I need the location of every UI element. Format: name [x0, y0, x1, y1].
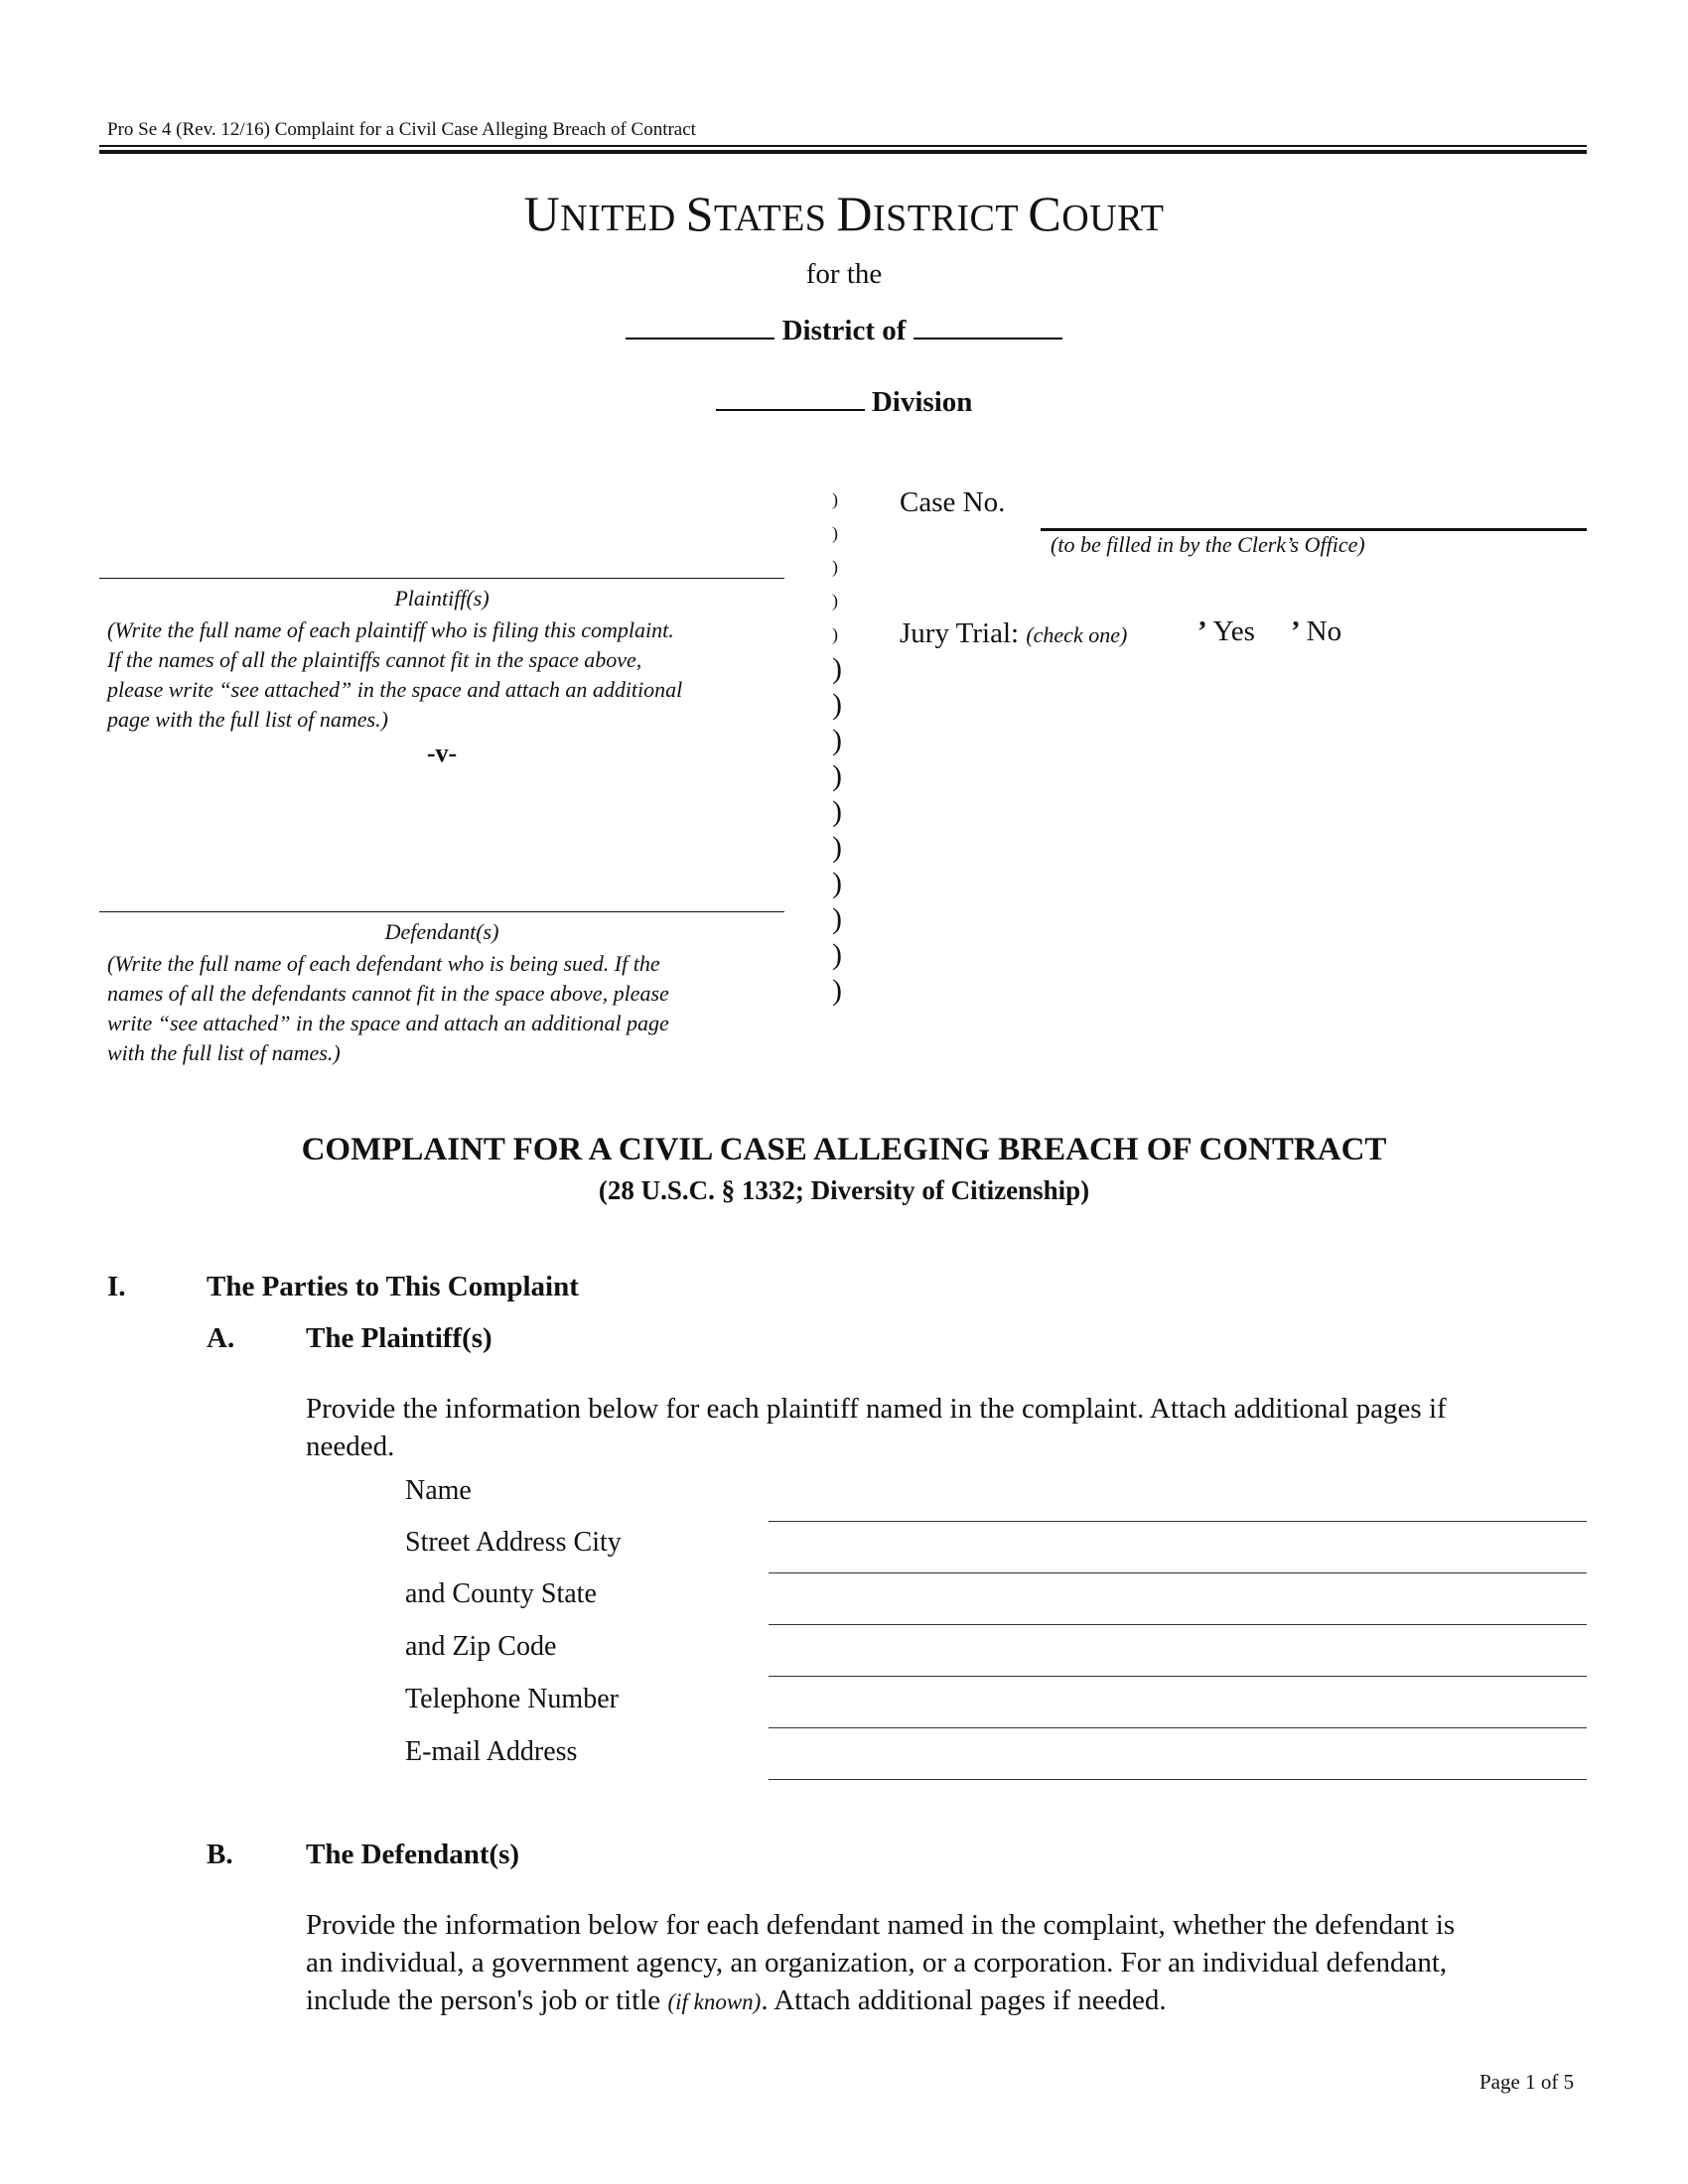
plaintiff-state-zip-field[interactable] [769, 1676, 1587, 1677]
yes-label: Yes [1212, 615, 1255, 647]
paragraph-text: include the person's job or title [306, 1984, 668, 2016]
field-label-email: E-mail Address [405, 1736, 578, 1767]
plaintiff-instructions [107, 615, 782, 735]
plaintiff-note-line: (Write the full name of each plaintiff who is filing this complaint. [107, 617, 674, 642]
paragraph-line [306, 1981, 1597, 2021]
paren-mark: ) [832, 489, 838, 509]
jury-yes-option[interactable] [1197, 615, 1255, 648]
paren-mark: ) [832, 652, 842, 685]
complaint-subtitle: (28 U.S.C. § 1332; Diversity of Citizenship) [598, 1175, 1090, 1205]
plaintiff-name-line[interactable] [99, 578, 784, 579]
defendant-instructions [107, 949, 782, 1068]
defendant-name-line[interactable] [99, 911, 784, 912]
subsection-a-letter: A. [207, 1322, 235, 1354]
defendant-note-line: names of all the defendants cannot fit in the space above, please [107, 981, 669, 1006]
paragraph-line: needed. [306, 1431, 395, 1462]
jury-check-hint: (check one) [1026, 622, 1128, 647]
field-label-zip: and Zip Code [405, 1631, 557, 1662]
subsection-a-heading: The Plaintiff(s) [306, 1322, 492, 1354]
plaintiff-note-line: If the names of all the plaintiffs cannot fit in the space above, [107, 647, 642, 672]
court-title [0, 185, 1688, 242]
paren-mark: ) [832, 831, 842, 864]
court-title-rest-2: TATES [713, 198, 837, 239]
paren-mark: ) [832, 938, 842, 971]
paren-mark: ) [832, 795, 842, 828]
paren-mark: ) [832, 974, 842, 1007]
paragraph-line: Provide the information below for each defendant named in the complaint, whether the defendant is [306, 1909, 1456, 1941]
paren-mark: ) [832, 624, 838, 644]
paren-mark: ) [832, 688, 842, 721]
paren-mark: ) [832, 523, 838, 543]
court-title-initial-2: S [685, 186, 714, 241]
plaintiff-name-field[interactable] [769, 1521, 1587, 1522]
plaintiff-note-line: please write “see attached” in the space and attach an additional [107, 677, 683, 702]
paragraph-line: an individual, a government agency, an organization, or a corporation. For an individual defendant, [306, 1947, 1448, 1979]
paren-mark: ) [832, 724, 842, 756]
paren-mark: ) [832, 591, 838, 611]
defendant-note-line: with the full list of names.) [107, 1040, 341, 1065]
if-known-hint: (if known) [667, 1989, 762, 2014]
district-blank-2[interactable] [914, 312, 1062, 340]
paren-mark: ) [832, 867, 842, 899]
court-title-initial-4: C [1028, 186, 1062, 241]
subsection-b-heading: The Defendant(s) [306, 1839, 520, 1870]
defendant-note-line: write “see attached” in the space and attach an additional page [107, 1011, 669, 1035]
subsection-b-letter: B. [207, 1839, 233, 1870]
complaint-title: COMPLAINT FOR A CIVIL CASE ALLEGING BREACH OF CONTRACT [301, 1132, 1387, 1167]
case-no-field[interactable] [1041, 528, 1587, 531]
division-label: Division [871, 386, 973, 418]
case-no-label: Case No. [900, 486, 1006, 518]
plaintiff-note-line: page with the full list of names.) [107, 707, 388, 732]
paren-mark: ) [832, 557, 838, 577]
plaintiff-city-field[interactable] [769, 1624, 1587, 1625]
page-number: Page 1 of 5 [1479, 2070, 1575, 2094]
jury-trial-row [900, 617, 1127, 650]
field-label-phone: Telephone Number [405, 1684, 619, 1714]
plaintiff-email-field[interactable] [769, 1779, 1587, 1780]
field-label-street: Street Address City [405, 1527, 622, 1558]
division-line [0, 383, 1688, 419]
defendant-note-line: (Write the full name of each defendant who is being sued. If the [107, 951, 660, 976]
section-number: I. [107, 1271, 126, 1302]
defendant-instructions-paragraph [306, 1906, 1597, 2021]
jury-no-option[interactable] [1291, 615, 1341, 648]
district-label: District of [781, 315, 907, 346]
paren-mark: ) [832, 759, 842, 792]
header-rule-thick [99, 150, 1587, 154]
defendant-label: Defendant(s) [384, 919, 499, 944]
court-title-initial-1: U [523, 186, 561, 241]
plaintiff-label: Plaintiff(s) [394, 586, 490, 611]
no-label: No [1306, 615, 1342, 647]
no-checkbox-icon[interactable]: ’ [1291, 615, 1301, 647]
field-label-county: and County State [405, 1578, 597, 1609]
plaintiff-phone-field[interactable] [769, 1727, 1587, 1728]
yes-checkbox-icon[interactable]: ’ [1197, 615, 1207, 647]
division-blank[interactable] [716, 383, 865, 411]
paragraph-line: Provide the information below for each plaintiff named in the complaint. Attach additional pages if [306, 1393, 1447, 1425]
paren-mark: ) [832, 902, 842, 935]
plaintiff-street-field[interactable] [769, 1572, 1587, 1573]
field-label-name: Name [405, 1475, 472, 1506]
form-identifier: Pro Se 4 (Rev. 12/16) Complaint for a Civil Case Alleging Breach of Contract [107, 119, 696, 140]
section-heading: The Parties to This Complaint [207, 1271, 579, 1302]
versus-label: -v- [426, 739, 458, 767]
court-title-rest-3: ISTRICT [873, 198, 1029, 239]
jury-trial-label: Jury Trial: [900, 617, 1020, 649]
caption-paren-column [832, 482, 842, 1009]
clerk-note: (to be filled in by the Clerk’s Office) [1051, 532, 1365, 557]
court-title-rest-1: NITED [560, 198, 686, 239]
paragraph-text: . Attach additional pages if needed. [761, 1984, 1167, 2016]
district-blank-1[interactable] [626, 312, 774, 340]
district-line [0, 312, 1688, 347]
plaintiff-instructions-paragraph [306, 1390, 1597, 1465]
header-rule-thin [99, 145, 1587, 147]
court-title-initial-3: D [836, 186, 874, 241]
for-the-text: for the [805, 258, 883, 290]
court-title-rest-4: OURT [1061, 198, 1165, 239]
